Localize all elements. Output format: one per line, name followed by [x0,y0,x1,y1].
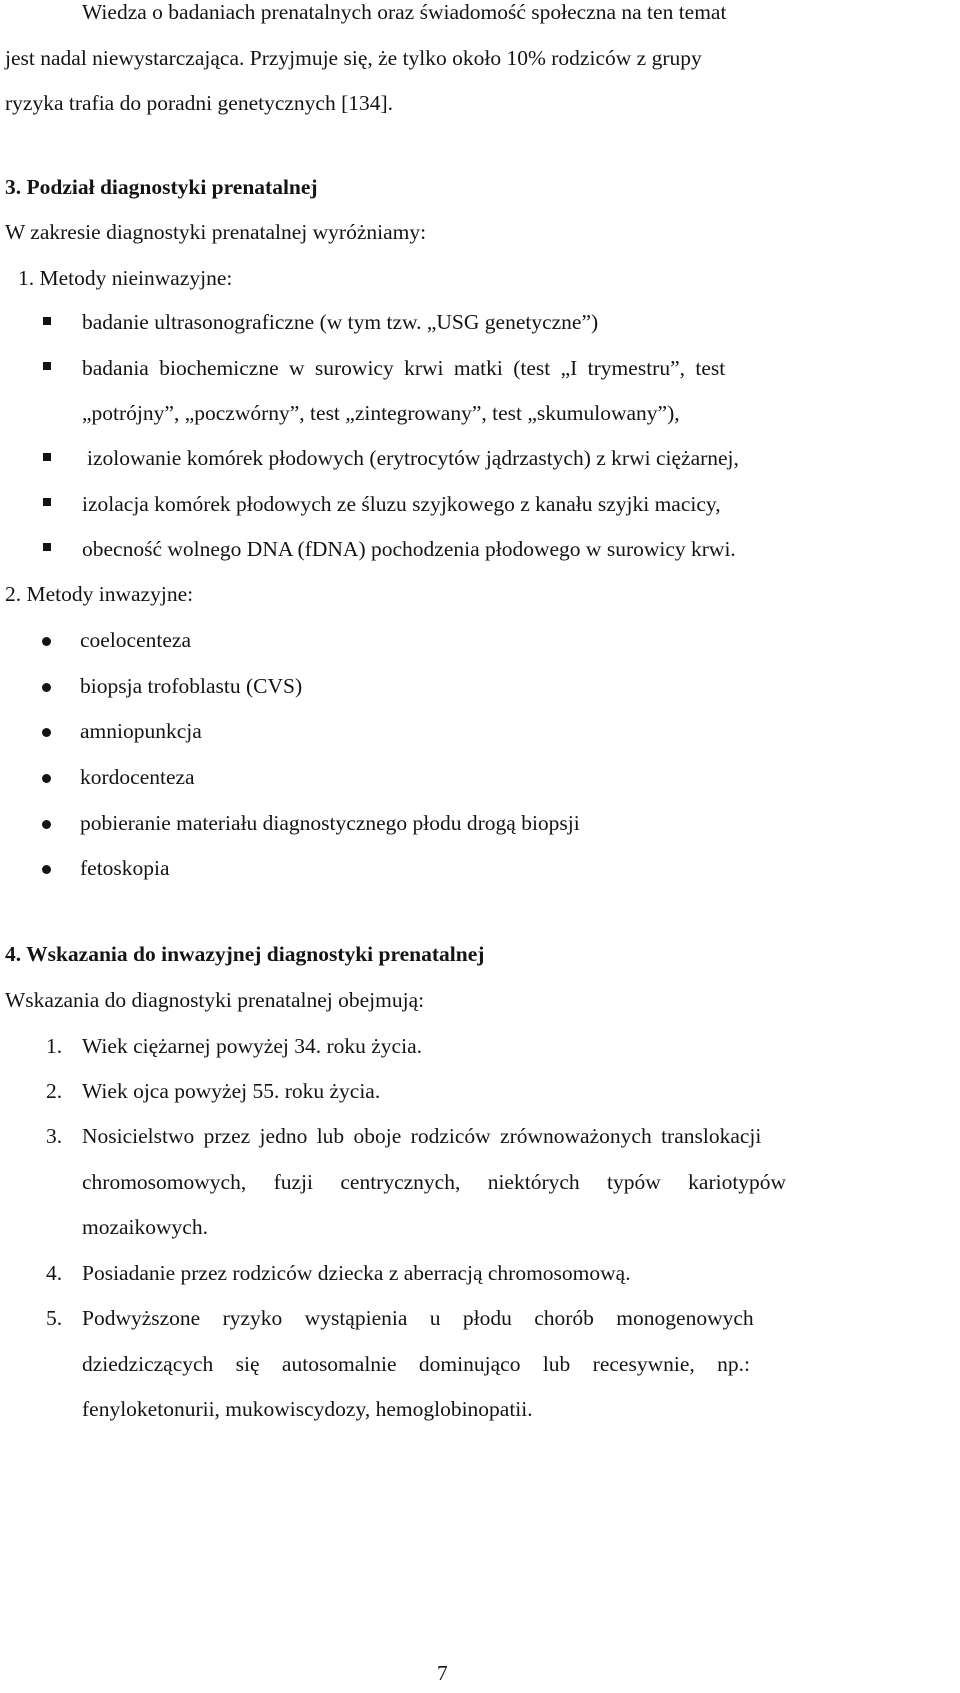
invasive-item-1: coelocenteza [80,628,191,652]
indication-2: Wiek ojca powyżej 55. roku życia. [82,1079,381,1103]
invasive-item-5: pobieranie materiału diagnostycznego płodu drogą biopsji [80,811,580,835]
invasive-item-2: biopsja trofoblastu (CVS) [80,674,303,698]
round-bullet-icon [42,865,51,874]
indication-number-2: 2. [46,1079,63,1103]
indication-5-line-3: fenyloketonurii, mukowiscydozy, hemoglobinopatii. [82,1397,533,1421]
noninvasive-item-2-cont: „potrójny”, „poczwórny”, test „zintegrowany”, test „skumulowany”), [82,401,680,425]
indication-1: Wiek ciężarnej powyżej 34. roku życia. [82,1034,422,1058]
intro-line-2: jest nadal niewystarczająca. Przyjmuje się, że tylko około 10% rodziców z grupy [5,46,702,70]
indication-3-line-3: mozaikowych. [82,1215,208,1239]
indication-3-line-1: Nosicielstwo przez jedno lub oboje rodziców zrównoważonych translokacji [82,1124,762,1148]
indication-number-1: 1. [46,1034,63,1058]
invasive-item-4: kordocenteza [80,765,195,789]
indication-3-line-2: chromosomowych, fuzji centrycznych, niektórych typów kariotypów [82,1170,787,1194]
round-bullet-icon [42,728,51,737]
noninvasive-item-3: izolowanie komórek płodowych (erytrocytów jądrzastych) z krwi ciężarnej, [87,446,739,470]
page-number: 7 [437,1661,448,1685]
square-bullet-icon [43,453,51,461]
section-4-heading: 4. Wskazania do inwazyjnej diagnostyki prenatalnej [5,942,485,966]
invasive-item-3: amniopunkcja [80,719,202,743]
indication-4: Posiadanie przez rodziców dziecka z aberracją chromosomową. [82,1261,631,1285]
intro-line-1: Wiedza o badaniach prenatalnych oraz świadomość społeczna na ten temat [82,0,727,24]
indication-number-3: 3. [46,1124,63,1148]
square-bullet-icon [43,317,51,325]
section-3-lead: W zakresie diagnostyki prenatalnej wyróżniamy: [5,220,427,244]
section-3-heading: 3. Podział diagnostyki prenatalnej [5,175,318,199]
noninvasive-item-1: badanie ultrasonograficzne (w tym tzw. „USG genetyczne”) [82,310,599,334]
round-bullet-icon [42,637,51,646]
section-4-lead: Wskazania do diagnostyki prenatalnej obejmują: [5,988,425,1012]
noninvasive-item-5: obecność wolnego DNA (fDNA) pochodzenia płodowego w surowicy krwi. [82,537,736,561]
square-bullet-icon [43,362,51,370]
invasive-item-6: fetoskopia [80,856,170,880]
indication-number-5: 5. [46,1306,63,1330]
round-bullet-icon [42,683,51,692]
invasive-title: 2. Metody inwazyjne: [5,582,194,606]
noninvasive-title: 1. Metody nieinwazyjne: [18,266,233,290]
noninvasive-item-2: badania biochemiczne w surowicy krwi matki (test „I trymestru”, test [82,356,726,380]
square-bullet-icon [43,498,51,506]
indication-number-4: 4. [46,1261,63,1285]
indication-5-line-2: dziedziczących się autosomalnie dominująco lub recesywnie, np.: [82,1352,750,1376]
round-bullet-icon [42,820,51,829]
intro-line-3: ryzyka trafia do poradni genetycznych [134]. [5,91,394,115]
round-bullet-icon [42,774,51,783]
square-bullet-icon [43,543,51,551]
noninvasive-item-4: izolacja komórek płodowych ze śluzu szyjkowego z kanału szyjki macicy, [82,492,721,516]
indication-5-line-1: Podwyższone ryzyko wystąpienia u płodu chorób monogenowych [82,1306,754,1330]
